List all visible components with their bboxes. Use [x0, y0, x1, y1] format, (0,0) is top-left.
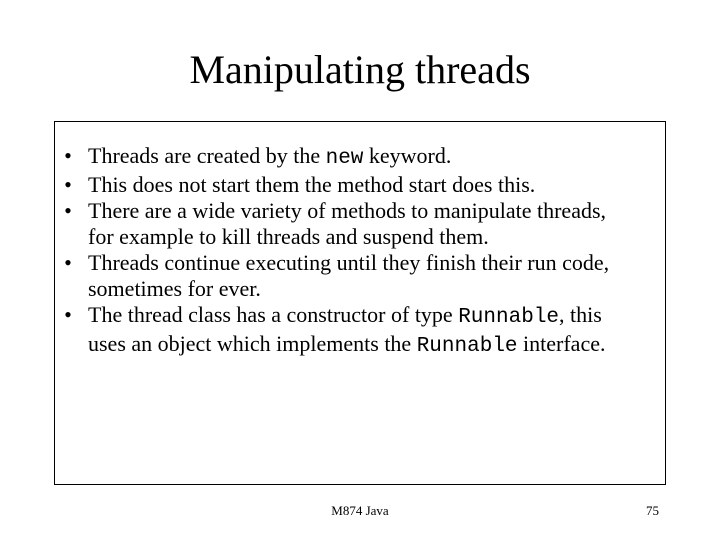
bullet-item	[55, 250, 665, 302]
footer-course: M874 Java	[331, 503, 389, 518]
bullet-text: Threads are created by the	[88, 143, 326, 168]
bullet-item	[55, 172, 665, 198]
bullet-text: Threads continue executing until they finish their run code,	[88, 250, 610, 275]
bullet-item	[55, 198, 665, 250]
bullet-text: The thread class has a constructor of type	[88, 302, 459, 327]
page-number: 75	[646, 503, 659, 518]
bullet-text: interface.	[517, 331, 606, 356]
content-box	[54, 121, 666, 485]
code-keyword: new	[325, 147, 364, 170]
bullet-text: , this	[559, 302, 602, 327]
code-keyword: Runnable	[458, 306, 560, 329]
bullet-dot-icon: •	[64, 198, 72, 223]
bullet-dot-icon: •	[64, 302, 72, 327]
bullet-text: keyword.	[363, 143, 452, 168]
bullet-text: for example to kill threads and suspend them.	[88, 224, 489, 249]
code-keyword: Runnable	[416, 335, 518, 358]
bullet-text: uses an object which implements the	[88, 331, 417, 356]
bullet-dot-icon: •	[64, 143, 72, 168]
bullet-item	[55, 302, 665, 360]
bullet-dot-icon: •	[64, 172, 72, 197]
bullet-text: This does not start them the method start does this.	[88, 172, 536, 197]
bullet-text: There are a wide variety of methods to manipulate threads,	[88, 198, 607, 223]
bullet-text: sometimes for ever.	[88, 276, 261, 301]
bullet-list	[55, 143, 665, 360]
bullet-item	[55, 143, 665, 172]
slide-title: Manipulating threads	[189, 47, 531, 92]
bullet-dot-icon: •	[64, 250, 72, 275]
